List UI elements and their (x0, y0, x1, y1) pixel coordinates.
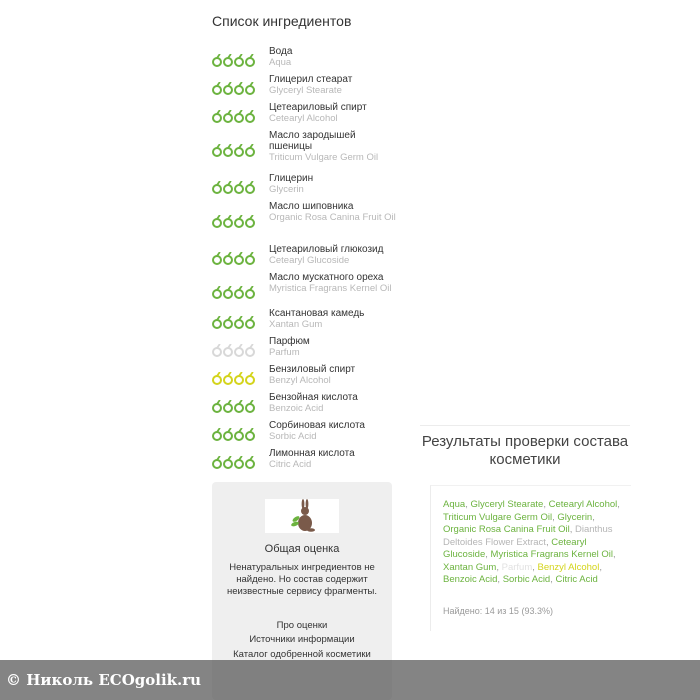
composition-ingredient[interactable]: Triticum Vulgare Germ Oil (443, 511, 553, 523)
composition-ingredient[interactable]: Parfum (501, 561, 533, 573)
leaf-icon (223, 181, 233, 194)
summary-links (212, 619, 392, 660)
composition-ingredient[interactable]: Glycerin (557, 511, 593, 523)
composition-ingredient[interactable]: Citric Acid (555, 574, 598, 585)
ingredient-rating (212, 400, 255, 413)
composition-ingredient[interactable]: Glyceryl Stearate (470, 499, 544, 510)
separator: , (613, 549, 616, 560)
separator: , (617, 499, 620, 510)
leaf-icon (212, 286, 222, 299)
ingredient-name-ru: Масло шиповника (269, 201, 354, 212)
ingredient-name-ru: Парфюм (269, 336, 310, 347)
separator: , (485, 549, 491, 560)
composition-ingredient[interactable]: Myristica Fragrans Kernel Oil (490, 549, 614, 560)
summary-title: Общая оценка (264, 543, 340, 555)
ingredient-name-ru: Вода (269, 46, 293, 57)
watermark (0, 660, 700, 700)
leaf-icon (245, 144, 255, 157)
leaf-icon (234, 110, 244, 123)
leaf-icon (245, 316, 255, 329)
ingredient-rating (212, 286, 255, 299)
separator: , (545, 536, 552, 548)
separator: , (569, 524, 575, 535)
leaf-icon (245, 54, 255, 67)
link-about-ratings[interactable]: Про оценки (276, 620, 328, 631)
leaf-icon (245, 428, 255, 441)
leaf-icon (223, 215, 233, 228)
separator: , (592, 511, 595, 523)
separator: , (465, 499, 471, 510)
ingredient-name-en: Parfum (269, 347, 300, 358)
ingredient-rating (212, 428, 255, 441)
ingredient-name-ru: Масло зародышей пшеницы (269, 130, 356, 152)
leaf-icon (212, 181, 222, 194)
composition-ingredient[interactable]: Dianthus Deltoides Flower Extract (443, 524, 613, 548)
leaf-icon (234, 286, 244, 299)
leaf-icon (223, 82, 233, 95)
link-sources[interactable]: Источники информации (249, 634, 355, 645)
leaf-icon (234, 82, 244, 95)
leaf-icon (234, 252, 244, 265)
ingredient-name-en: Xantan Gum (269, 319, 323, 330)
ingredient-rating (212, 316, 255, 329)
leaf-icon (212, 144, 222, 157)
leaf-icon (223, 286, 233, 299)
ingredient-name-ru: Бензиловый спирт (269, 364, 356, 375)
rabbit-logo-icon (265, 499, 339, 533)
composition-ingredient[interactable]: Cetearyl Alcohol (548, 499, 618, 510)
ingredient-rating (212, 456, 255, 469)
ingredient-rating (212, 372, 255, 385)
ingredient-rating (212, 252, 255, 265)
ingredient-name-ru: Глицерин (269, 173, 314, 184)
ingredient-rating (212, 181, 255, 194)
leaf-icon (245, 344, 255, 357)
ingredient-name-en: Aqua (269, 57, 292, 68)
ingredient-name-ru: Глицерил стеарат (269, 74, 353, 85)
leaf-icon (245, 181, 255, 194)
separator: , (550, 574, 556, 585)
leaf-icon (234, 54, 244, 67)
ingredient-name-ru: Ксантановая камедь (269, 308, 365, 319)
leaf-icon (212, 110, 222, 123)
ingredient-name-en: Cetearyl Alcohol (269, 113, 338, 124)
separator: , (599, 561, 602, 573)
ingredient-name-en: Glycerin (269, 184, 304, 195)
ingredient-rating (212, 215, 255, 228)
leaf-icon (223, 316, 233, 329)
ingredient-name-ru: Цетеариловый глюкозид (269, 244, 384, 255)
leaf-icon (212, 400, 222, 413)
leaf-icon (212, 54, 222, 67)
ingredient-name-en: Benzyl Alcohol (269, 375, 331, 386)
leaf-icon (223, 110, 233, 123)
leaf-icon (212, 252, 222, 265)
leaf-icon (245, 400, 255, 413)
leaf-icon (212, 82, 222, 95)
ingredient-name-ru: Сорбиновая кислота (269, 420, 365, 431)
ingredient-name-en: Myristica Fragrans Kernel Oil (269, 283, 392, 294)
leaf-icon (223, 456, 233, 469)
separator: , (532, 561, 538, 573)
leaf-icon (245, 372, 255, 385)
composition-ingredient[interactable]: Cetearyl Glucoside (443, 536, 587, 560)
leaf-icon (212, 456, 222, 469)
leaf-icon (223, 372, 233, 385)
ingredient-name-en: Citric Acid (269, 459, 312, 470)
found-count: Найдено: 14 из 15 (93.3%) (443, 606, 553, 616)
ingredient-rating (212, 82, 255, 95)
leaf-icon (245, 286, 255, 299)
leaf-icon (212, 428, 222, 441)
leaf-icon (245, 215, 255, 228)
leaf-icon (234, 181, 244, 194)
ingredient-name-ru: Цетеариловый спирт (269, 102, 367, 113)
leaf-icon (223, 144, 233, 157)
composition-text (443, 499, 623, 587)
leaf-icon (234, 400, 244, 413)
leaf-icon (234, 344, 244, 357)
leaf-icon (234, 144, 244, 157)
leaf-icon (234, 316, 244, 329)
leaf-icon (234, 456, 244, 469)
separator: , (496, 561, 502, 573)
leaf-icon (223, 54, 233, 67)
ingredient-name-ru: Масло мускатного ореха (269, 272, 384, 283)
composition-ingredient[interactable]: Aqua (443, 499, 466, 510)
ingredient-name-en: Sorbic Acid (269, 431, 317, 442)
results-title: Результаты проверки состава косметики (421, 433, 629, 468)
ingredient-name-ru: Лимонная кислота (269, 448, 355, 459)
leaf-icon (245, 456, 255, 469)
leaf-icon (223, 400, 233, 413)
leaf-icon (245, 252, 255, 265)
ingredient-name-ru: Бензойная кислота (269, 392, 358, 403)
composition-ingredient[interactable]: Benzyl Alcohol (537, 561, 600, 573)
ingredient-rating (212, 144, 255, 157)
separator: , (497, 574, 503, 585)
watermark-text: © Николь ECOgolik.ru (6, 671, 202, 689)
leaf-icon (212, 372, 222, 385)
ingredient-name-en: Glyceryl Stearate (269, 85, 342, 96)
leaf-icon (234, 215, 244, 228)
link-catalog[interactable]: Каталог одобренной косметики (233, 649, 371, 660)
composition-ingredient[interactable]: Organic Rosa Canina Fruit Oil (443, 524, 570, 535)
leaf-icon (223, 252, 233, 265)
leaf-icon (245, 110, 255, 123)
composition-ingredient[interactable]: Xantan Gum (443, 561, 497, 573)
ingredient-rating (212, 54, 255, 67)
composition-ingredient[interactable]: Benzoic Acid (443, 574, 498, 585)
leaf-icon (245, 82, 255, 95)
ingredient-name-en: Benzoic Acid (269, 403, 324, 414)
ingredient-rating (212, 110, 255, 123)
leaf-icon (234, 428, 244, 441)
ingredient-name-en: Triticum Vulgare Germ Oil (269, 152, 379, 163)
separator: , (552, 511, 558, 523)
leaf-icon (212, 215, 222, 228)
separator: , (543, 499, 549, 510)
ingredient-name-en: Organic Rosa Canina Fruit Oil (269, 212, 396, 223)
leaf-icon (212, 344, 222, 357)
summary-text: Ненатуральных ингредиентов не найдено. Но состав содержит неизвестные сервису фрагменты. (226, 562, 378, 597)
leaf-icon (223, 428, 233, 441)
ingredient-name-en: Cetearyl Glucoside (269, 255, 350, 266)
ingredient-rating (212, 344, 255, 357)
composition-ingredient[interactable]: Sorbic Acid (502, 574, 551, 585)
leaf-icon (212, 316, 222, 329)
ingredients-title: Список ингредиентов (212, 13, 352, 29)
leaf-icon (223, 344, 233, 357)
results-divider (420, 425, 630, 426)
leaf-icon (234, 372, 244, 385)
